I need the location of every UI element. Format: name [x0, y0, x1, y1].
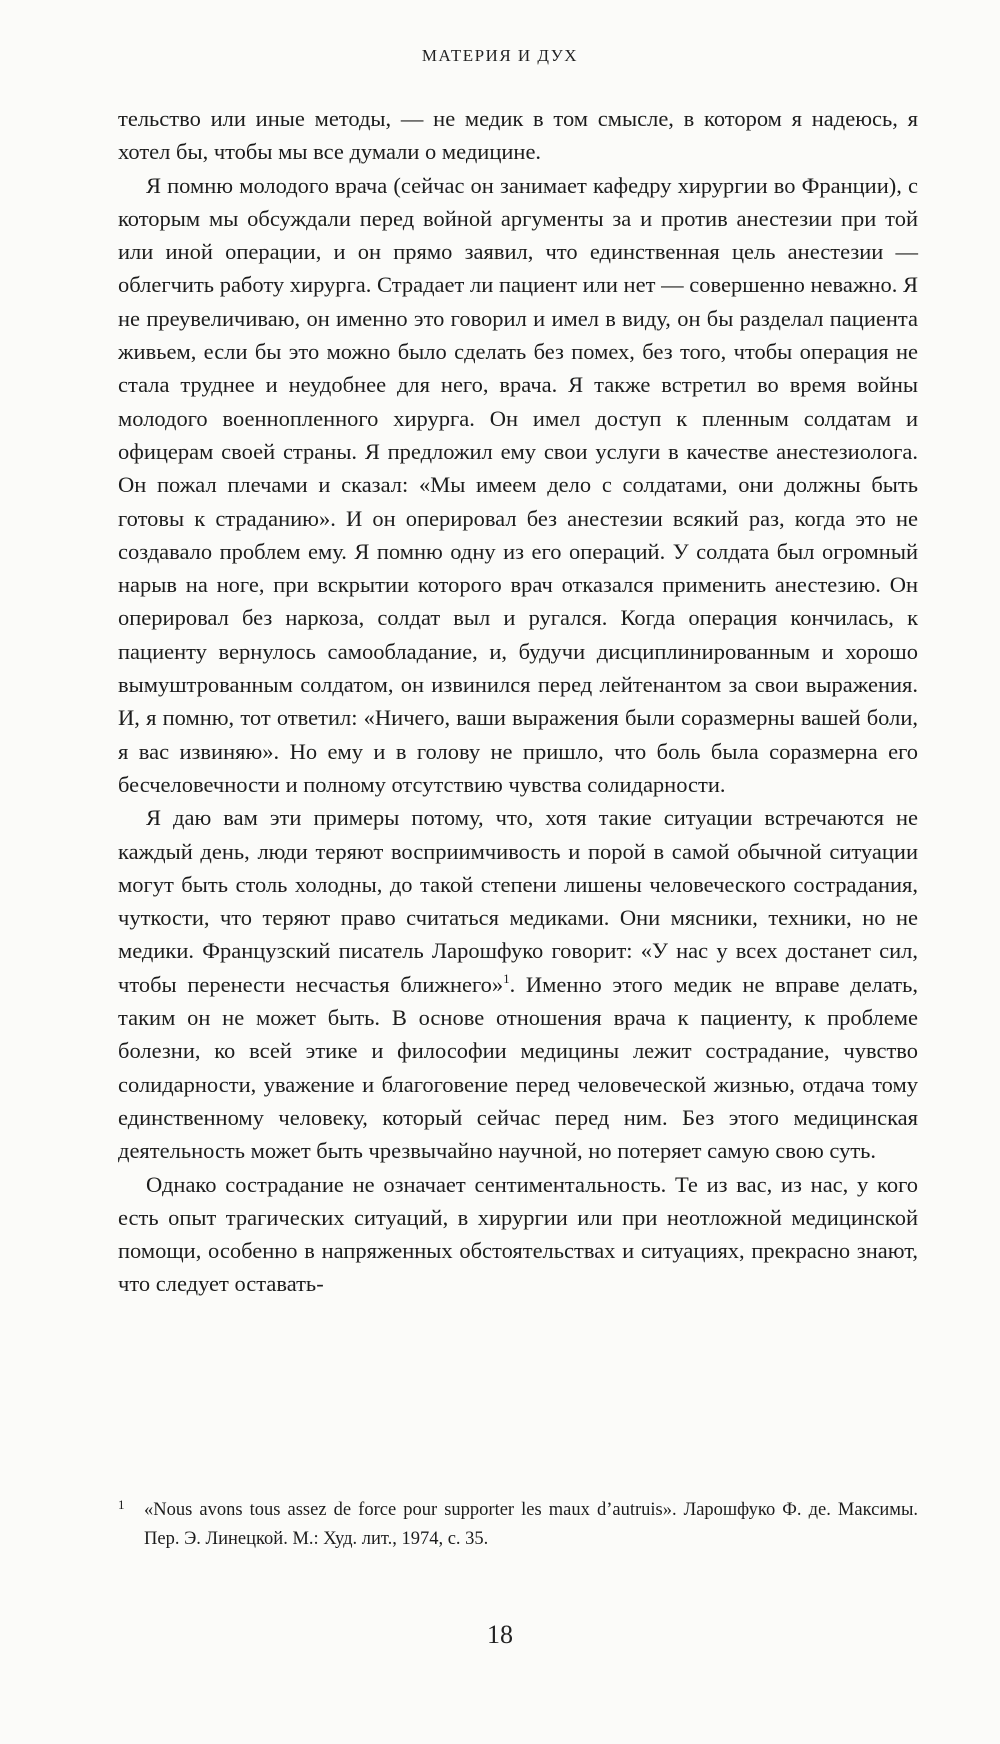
- paragraph-sentimentality: Однако сострадание не означает сентиментальность. Те из вас, из нас, у кого есть опыт трагических ситуаций, в хирургии или при неотложной медицинской помощи, особенно в напряженных обстоятельствах и ситуациях, прекрасно знают, что следует оставать-: [118, 1171, 918, 1297]
- paragraph-continuation: тельство или иные методы, — не медик в том смысле, в котором я надеюсь, я хотел бы, чтобы мы все думали о медицине.: [118, 106, 918, 165]
- footnote-text: «Nous avons tous assez de force pour supporter les maux d’autruis». Ларошфуко Ф. де. Максимы. Пер. Э. Линецкой. М.: Худ. лит., 1974, с. 35.: [144, 1500, 918, 1549]
- footnote: [118, 1496, 918, 1554]
- page-number: 18: [487, 1620, 513, 1649]
- footnote-mark: 1: [118, 1497, 125, 1512]
- running-head: МАТЕРИЯ И ДУХ: [421, 46, 579, 65]
- paragraph-text-part: Я даю вам эти примеры потому, что, хотя такие ситуации встречаются не каждый день, люди теряют восприимчивость и порой в самой обычной ситуации могут быть столь холодны, до такой степени лишены человеческого сострадания, чуткости, что теряют право считаться медиками. Они мясники, техники, но не медики. Французский писатель Ларошфуко говорит: «У нас у всех достанет сил, чтобы перенести несчастья ближнего»: [118, 805, 918, 997]
- paragraph-compassion-examples: [118, 801, 918, 1167]
- paragraph-anesthesia-story: Я помню молодого врача (сейчас он занимает кафедру хирургии во Франции), с которым мы обсуждали перед войной аргументы за и против анестезии при той или иной операции, и он прямо заявил, что единственная цель анестезии — облегчить работу хирурга. Страдает ли пациент или нет — совершенно неважно. Я не преувеличиваю, он именно это говорил и имел в виду, он бы разделал пациента живьем, если бы это можно было сделать без помех, без того, чтобы операция не стала труднее и неудобнее для него, врача. Я также встретил во время войны молодого военнопленного хирурга. Он имел доступ к пленным солдатам и офицерам своей страны. Я предложил ему свои услуги в качестве анестезиолога. Он пожал плечами и сказал: «Мы имеем дело с солдатами, они должны быть готовы к страданию». И он оперировал без анестезии всякий раз, когда это не создавало проблем ему. Я помню одну из его операций. У солдата был огромный нарыв на ноге, при вскрытии которого врач отказался применить анестезию. Он оперировал без наркоза, солдат выл и ругался. Когда операция кончилась, к пациенту вернулось самообладание, и, будучи дисциплинированным и хорошо вымуштрованным солдатом, он извинился перед лейтенантом за свои выражения. И, я помню, тот ответил: «Ничего, ваши выражения были соразмерны вашей боли, я вас извиняю». Но ему и в голову не пришло, что боль была соразмерна его бесчеловечности и полному отсутствию чувства солидарности.: [118, 172, 918, 797]
- paragraph-text-part: . Именно этого медик не вправе делать, таким он не может быть. В основе отношения врача к пациенту, к проблеме болезни, ко всей этике и философии медицины лежит сострадание, чувство солидарности, уважение и благоговение перед человеческой жизнью, отдача тому единственному человеку, который сейчас перед ним. Без этого медицинская деятельность может быть чрезвычайно научной, но потеряет самую свою суть.: [118, 971, 918, 1164]
- main-text: [118, 102, 918, 1301]
- footnote-reference: 1: [503, 970, 510, 986]
